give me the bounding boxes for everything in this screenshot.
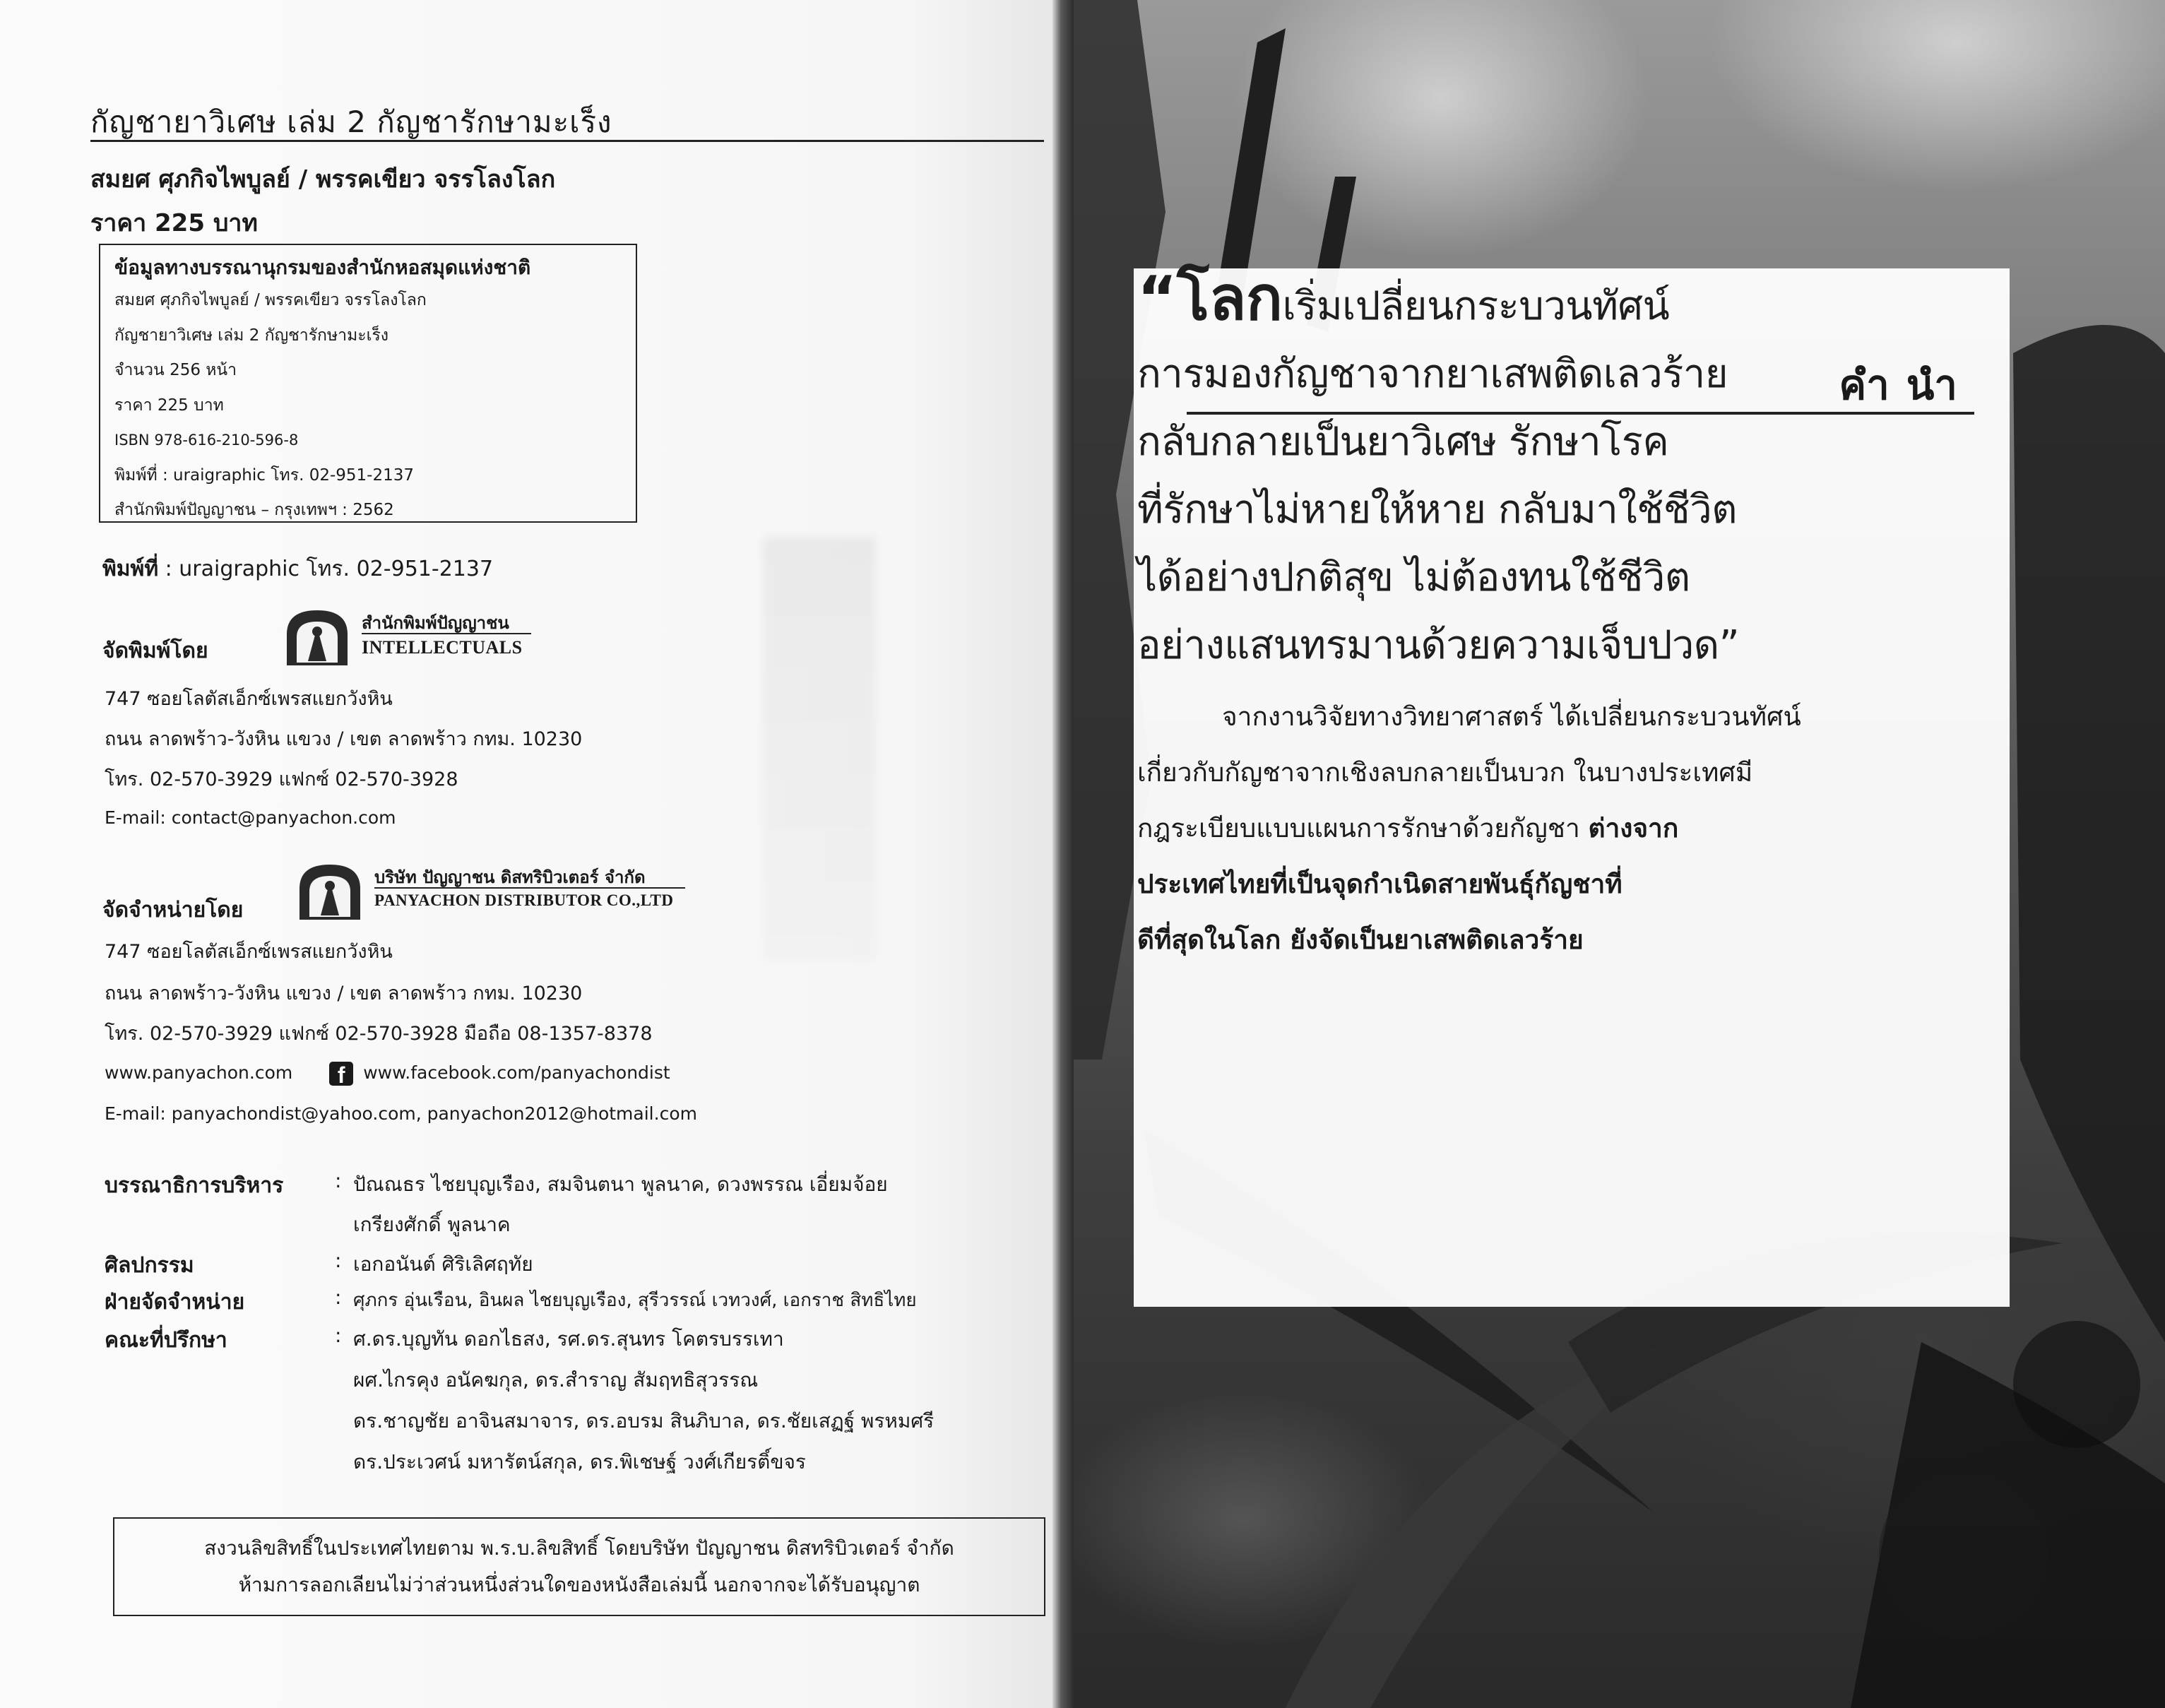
- distributor-logo: [295, 860, 691, 924]
- printed-at-value: : uraigraphic โทร. 02-951-2137: [158, 557, 494, 581]
- cip-line: พิมพ์ที่ : uraigraphic โทร. 02-951-2137: [114, 465, 414, 485]
- right-page: [1074, 0, 2165, 1708]
- copyright-line: สงวนลิขสิทธิ์ในประเทศไทยตาม พ.ร.บ.ลิขสิทธิ์ โดยบริษัท ปัญญาชน ดิสทริบิวเตอร์ จำกัด: [204, 1536, 954, 1560]
- credit-value: ดร.ชาญชัย อาจินสมาจาร, ดร.อบรม สินภิบาล, ดร.ชัยเสฏฐ์ พรหมศรี: [353, 1409, 935, 1433]
- copyright-notice: [113, 1517, 1045, 1616]
- credit-colon: :: [335, 1249, 342, 1272]
- distributor-email: E-mail: panyachondist@yahoo.com, panyachon2012@hotmail.com: [105, 1103, 697, 1124]
- distributor-logo-english: PANYACHON DISTRIBUTOR CO.,LTD: [374, 891, 674, 909]
- credit-label: ฝ่ายจัดจำหน่าย: [105, 1290, 245, 1315]
- title-divider: [90, 140, 1044, 142]
- body-line-bold: ต่างจาก: [1588, 813, 1679, 843]
- printed-at: [102, 552, 493, 586]
- quote-open-mark: “: [1137, 263, 1178, 334]
- body-line: [1137, 800, 1935, 856]
- facebook-icon: f: [329, 1062, 353, 1086]
- quote-line: การมองกัญชาจากยาเสพติดเลวร้าย: [1137, 351, 1728, 397]
- body-line: ประเทศไทยที่เป็นจุดกำเนิดสายพันธุ์กัญชาที่: [1137, 869, 1623, 899]
- quote-line: [1137, 265, 1935, 340]
- quote-line: ได้อย่างปกติสุข ไม่ต้องทนใช้ชีวิต: [1137, 554, 1690, 600]
- cip-line: กัญชายาวิเศษ เล่ม 2 กัญชารักษามะเร็ง: [114, 326, 389, 345]
- distributor-address-1: 747 ซอยโลตัสเอ็กซ์เพรสแยกวังหิน: [105, 941, 393, 963]
- cip-line: ISBN 978-616-210-596-8: [114, 432, 299, 449]
- distributor-logo-thai: บริษัท ปัญญาชน ดิสทริบิวเตอร์ จำกัด: [374, 867, 646, 887]
- credit-colon: :: [335, 1169, 342, 1192]
- distributor-phone: โทร. 02-570-3929 แฟกซ์ 02-570-3928 มือถือ 08-1357-8378: [105, 1023, 653, 1045]
- credit-value: ศ.ดร.บุญทัน ดอกไธสง, รศ.ดร.สุนทร โคตรบรรเทา: [353, 1327, 784, 1351]
- publisher-phone: โทร. 02-570-3929 แฟกซ์ 02-570-3928: [105, 769, 458, 790]
- publisher-logo-english: INTELLECTUALS: [362, 637, 523, 658]
- publisher-emblem-icon: [283, 606, 352, 670]
- credit-value: เกรียงศักดิ์ พูลนาค: [353, 1213, 511, 1236]
- distributor-label: จัดจำหน่ายโดย: [102, 898, 244, 923]
- credit-label: คณะที่ปรึกษา: [105, 1328, 227, 1353]
- distributor-web-row: [105, 1062, 670, 1086]
- cip-line: สำนักพิมพ์ปัญญาชน – กรุงเทพฯ : 2562: [114, 501, 394, 519]
- publisher-label: จัดพิมพ์โดย: [102, 639, 208, 663]
- body-line: เกี่ยวกับกัญชาจากเชิงลบกลายเป็นบวก ในบางประเทศมี: [1137, 757, 1753, 788]
- credit-value: ปัณณธร ไชยบุญเรือง, สมจินตนา พูลนาค, ดวงพรรณ เอี่ยมจ้อย: [353, 1173, 888, 1196]
- publisher-address-1: 747 ซอยโลตัสเอ็กซ์เพรสแยกวังหิน: [105, 688, 393, 710]
- credit-label: บรรณาธิการบริหาร: [105, 1173, 284, 1198]
- foreword-body: [1137, 689, 1935, 968]
- publisher-email: E-mail: contact@panyachon.com: [105, 807, 396, 828]
- publisher-address-2: ถนน ลาดพร้าว-วังหิน แขวง / เขต ลาดพร้าว กทม. 10230: [105, 728, 583, 750]
- foreword-quote: [1137, 265, 1935, 680]
- distributor-facebook: www.facebook.com/panyachondist: [363, 1062, 670, 1083]
- cip-line: ราคา 225 บาท: [114, 396, 224, 415]
- credit-colon: :: [335, 1324, 342, 1347]
- distributor-emblem-icon: [295, 860, 364, 924]
- publisher-logo: [283, 606, 579, 670]
- body-line: ดีที่สุดในโลก ยังจัดเป็นยาเสพติดเลวร้าย: [1137, 925, 1584, 955]
- credit-value: ผศ.ไกรคุง อนัคฆกุล, ดร.สำราญ สัมฤทธิสุวรรณ: [353, 1368, 759, 1392]
- quote-line: กลับกลายเป็นยาวิเศษ รักษาโรค: [1137, 419, 1669, 465]
- credit-value: เอกอนันต์ ศิริเลิศฤทัย: [353, 1252, 533, 1276]
- body-line-normal: กฎระเบียบแบบแผนการรักษาด้วยกัญชา: [1137, 813, 1589, 843]
- credit-label: ศิลปกรรม: [105, 1253, 194, 1278]
- cip-line: สมยศ ศุภกิจไพบูลย์ / พรรคเขียว จรรโลงโลก: [114, 291, 427, 309]
- body-line: จากงานวิจัยทางวิทยาศาสตร์ ได้เปลี่ยนกระบวนทัศน์: [1222, 701, 1801, 732]
- authors: สมยศ ศุภกิจไพบูลย์ / พรรคเขียว จรรโลงโลก: [90, 165, 556, 194]
- publisher-logo-thai: สำนักพิมพ์ปัญญาชน: [362, 613, 509, 633]
- distributor-website: www.panyachon.com: [105, 1062, 293, 1083]
- distributor-address-2: ถนน ลาดพร้าว-วังหิน แขวง / เขต ลาดพร้าว กทม. 10230: [105, 983, 583, 1004]
- logo-rule: [374, 887, 685, 889]
- printed-at-label: พิมพ์ที่: [102, 557, 159, 581]
- left-page: [0, 0, 1060, 1708]
- quote-line: ที่รักษาไม่หายให้หาย กลับมาใช้ชีวิต: [1137, 487, 1738, 533]
- logo-rule: [362, 633, 531, 634]
- credit-value: ดร.ประเวศน์ มหารัตน์สกุล, ดร.พิเชษฐ์ วงศ์เกียรติ์ขจร: [353, 1450, 806, 1473]
- book-title: กัญชายาวิเศษ เล่ม 2 กัญชารักษามะเร็ง: [90, 105, 612, 139]
- cip-data-box: [99, 244, 637, 523]
- quote-first-word: โลก: [1177, 263, 1283, 334]
- credit-colon: :: [335, 1286, 342, 1309]
- cip-heading: ข้อมูลทางบรรณานุกรมของสำนักหอสมุดแห่งชาติ: [114, 256, 531, 279]
- quote-line: อย่างแสนทรมานด้วยความเจ็บปวด”: [1137, 622, 1740, 668]
- bleed-through-shadow: [763, 537, 876, 961]
- cip-line: จำนวน 256 หน้า: [114, 361, 237, 379]
- book-gutter: [1052, 0, 1074, 1708]
- copyright-line: ห้ามการลอกเลียนไม่ว่าส่วนหนึ่งส่วนใดของหนังสือเล่มนี้ นอกจากจะได้รับอนุญาต: [238, 1573, 920, 1596]
- price: ราคา 225 บาท: [90, 209, 258, 237]
- foreword-title: คำนำ: [1839, 361, 1974, 409]
- quote-line-rest: เริ่มเปลี่ยนกระบวนทัศน์: [1282, 283, 1670, 329]
- credit-value: ศุภกร อุ่นเรือน, อินผล ไชยบุญเรือง, สุรีวรรณ์ เวทวงศ์, เอกราช สิทธิไทย: [353, 1290, 917, 1311]
